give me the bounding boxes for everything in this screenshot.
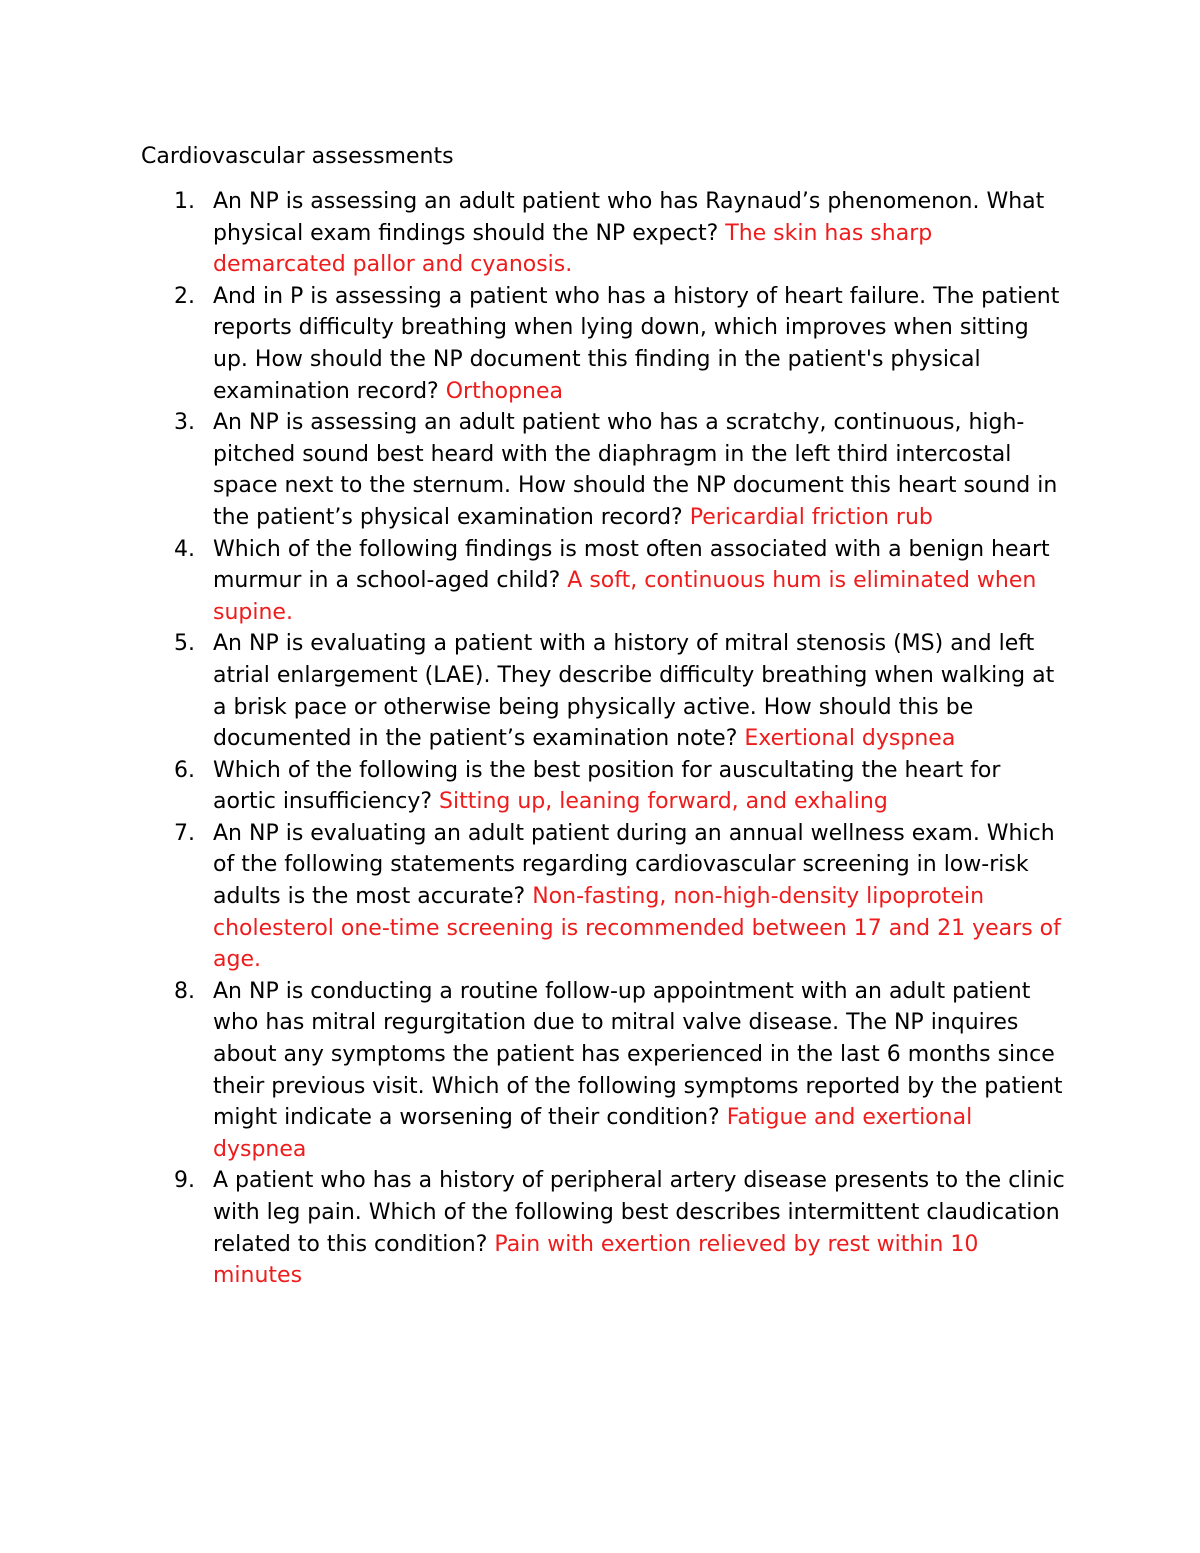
item-number: 4. <box>174 536 195 562</box>
item-number: 6. <box>174 757 195 783</box>
list-item <box>141 281 1066 407</box>
item-number: 9. <box>174 1168 195 1194</box>
list-item <box>141 407 1066 533</box>
question-text: An NP is assessing an adult patient who has a scratchy, continuous, high-pitched sound best heard with the diaphragm in the left third intercostal space next to the sternum. How should the NP document this heart sound in the patient’s physical examination record? <box>213 410 1058 530</box>
answer-text: Pain with exertion relieved by rest within 10 minutes <box>213 1231 979 1289</box>
list-item <box>141 818 1066 976</box>
question-text: An NP is evaluating a patient with a history of mitral stenosis (MS) and left atrial enlargement (LAE). They describe difficulty breathing when walking at a brisk pace or otherwise being physically active. How should this be documented in the patient’s examination note? <box>213 631 1055 752</box>
question-text: An NP is assessing an adult patient who has Raynaud’s phenomenon. What physical exam findings should the NP expect? <box>213 189 1045 246</box>
list-item <box>141 1165 1066 1291</box>
question-text: Which of the following findings is most often associated with a benign heart murmur in a school-aged child? <box>213 536 1050 594</box>
answer-text: Orthopnea <box>445 378 564 404</box>
answer-text: A soft, continuous hum is eliminated when supine. <box>213 568 1037 625</box>
item-number: 7. <box>174 820 195 846</box>
question-text: Which of the following is the best position for auscultating the heart for aortic insufficiency? <box>213 757 1001 815</box>
list-item <box>141 976 1066 1166</box>
question-text: An NP is evaluating an adult patient during an annual wellness exam. Which of the following statements regarding cardiovascular screening in low-risk adults is the most accurate? <box>213 820 1055 910</box>
item-number: 5. <box>174 631 195 657</box>
answer-text: Non-fasting, non-high-density lipoprotein cholesterol one-time screening is recommended between 17 and 21 years of age. <box>213 884 1061 973</box>
list-item <box>141 186 1066 281</box>
answer-text: Exertional dyspnea <box>744 726 956 752</box>
item-number: 1. <box>174 189 195 214</box>
question-text: And in P is assessing a patient who has a history of heart failure. The patient reports difficulty breathing when lying down, which improves when sitting up. How should the NP document this finding in the patient's physical examination record? <box>213 283 1060 404</box>
item-number: 2. <box>174 283 195 309</box>
answer-text: Pericardial friction rub <box>689 504 933 530</box>
list-item <box>141 534 1066 629</box>
list-item <box>141 755 1066 818</box>
question-list <box>141 186 1066 1292</box>
answer-text: Fatigue and exertional dyspnea <box>213 1105 973 1162</box>
question-text: A patient who has a history of peripheral artery disease presents to the clinic with leg pain. Which of the following best describes intermittent claudication related to this condition? <box>213 1168 1065 1257</box>
list-item <box>141 628 1066 754</box>
question-text: An NP is conducting a routine follow-up appointment with an adult patient who has mitral regurgitation due to mitral valve disease. The NP inquires about any symptoms the patient has experienced in the last 6 months since their previous visit. Which of the following symptoms reported by the patient might indicate a worsening of their condition? <box>213 978 1063 1131</box>
item-number: 8. <box>174 978 195 1004</box>
answer-text: Sitting up, leaning forward, and exhaling <box>439 789 888 815</box>
document-title: Cardiovascular assessments <box>141 144 454 169</box>
answer-text: The skin has sharp demarcated pallor and cyanosis. <box>213 220 933 278</box>
item-number: 3. <box>174 410 195 436</box>
